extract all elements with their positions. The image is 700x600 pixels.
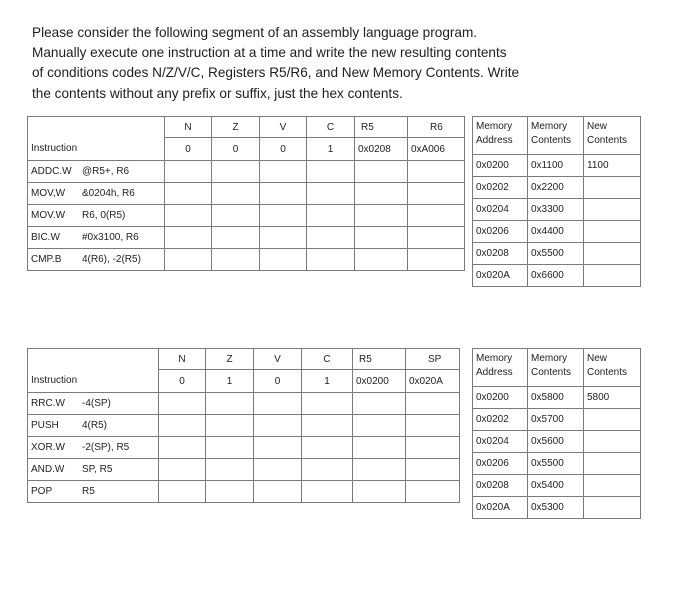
answer-cell-c[interactable] — [307, 183, 355, 205]
new-contents-cell[interactable]: 5800 — [584, 387, 641, 409]
opcode: RRC.W — [31, 398, 65, 409]
memory-row — [473, 221, 641, 243]
memory-address: 0x0208 — [473, 243, 528, 265]
instruction-table-2 — [27, 348, 460, 503]
instruction-cell — [28, 415, 159, 437]
answer-cell-r5[interactable] — [355, 183, 408, 205]
new-contents-cell[interactable] — [584, 199, 641, 221]
operands: R6, 0(R5) — [82, 210, 126, 221]
column-header-c: C — [307, 117, 355, 138]
memory-contents: 0x4400 — [528, 221, 584, 243]
memory-address: 0x0206 — [473, 221, 528, 243]
memory-contents: 0x5800 — [528, 387, 584, 409]
new-contents-header: New Contents — [584, 349, 641, 387]
instruction-cell — [28, 459, 159, 481]
memory-contents: 0x2200 — [528, 177, 584, 199]
answer-cell-v[interactable] — [260, 249, 307, 271]
answer-cell-sp[interactable] — [406, 393, 460, 415]
instruction-row — [28, 437, 460, 459]
instruction-cell — [28, 161, 165, 183]
opcode: ADDC.W — [31, 166, 72, 177]
answer-cell-sp[interactable] — [406, 415, 460, 437]
header-row — [28, 117, 465, 138]
instruction-row — [28, 183, 465, 205]
instruction-row — [28, 415, 460, 437]
answer-cell-v[interactable] — [254, 415, 302, 437]
instruction-cell — [28, 481, 159, 503]
column-header-r6: R6 — [408, 117, 465, 138]
memory-table-1 — [472, 116, 641, 287]
answer-cell-n[interactable] — [165, 227, 212, 249]
answer-cell-n[interactable] — [159, 459, 206, 481]
opcode: AND.W — [31, 464, 65, 475]
instruction-column-label: Instruction — [28, 370, 159, 393]
instruction-cell — [28, 227, 165, 249]
answer-cell-z[interactable] — [212, 249, 260, 271]
memory-row — [473, 475, 641, 497]
memory-contents-header: Memory Contents — [528, 349, 584, 387]
answer-cell-v[interactable] — [260, 161, 307, 183]
instruction-line: the contents without any prefix or suffix, just the hex contents. — [32, 85, 403, 101]
instruction-row — [28, 227, 465, 249]
instruction-table-1 — [27, 116, 465, 271]
column-header-r5: R5 — [353, 349, 406, 370]
memory-row — [473, 243, 641, 265]
answer-cell-v[interactable] — [254, 393, 302, 415]
answer-cell-c[interactable] — [307, 249, 355, 271]
instruction-row — [28, 205, 465, 227]
instruction-row — [28, 249, 465, 271]
memory-contents-header: Memory Contents — [528, 117, 584, 155]
answer-cell-c[interactable] — [302, 459, 353, 481]
answer-cell-r5[interactable] — [353, 459, 406, 481]
answer-cell-r5[interactable] — [353, 481, 406, 503]
instruction-cell — [28, 437, 159, 459]
instruction-row — [28, 459, 460, 481]
memory-row — [473, 453, 641, 475]
initial-values-row — [28, 138, 465, 161]
memory-row — [473, 265, 641, 287]
memory-contents: 0x5500 — [528, 243, 584, 265]
answer-cell-r5[interactable] — [353, 415, 406, 437]
memory-header-row — [473, 117, 641, 155]
initial-value-sp: 0x020A — [406, 370, 460, 393]
answer-cell-n[interactable] — [165, 205, 212, 227]
memory-address: 0x0200 — [473, 155, 528, 177]
operands: -4(SP) — [82, 398, 111, 409]
initial-value-z: 1 — [206, 370, 254, 393]
new-contents-cell[interactable] — [584, 475, 641, 497]
memory-address: 0x0204 — [473, 199, 528, 221]
initial-value-n: 0 — [165, 138, 212, 161]
instruction-cell — [28, 183, 165, 205]
answer-cell-r5[interactable] — [355, 227, 408, 249]
answer-cell-r6[interactable] — [408, 183, 465, 205]
instruction-cell — [28, 249, 165, 271]
column-header-n: N — [159, 349, 206, 370]
memory-contents: 0x5700 — [528, 409, 584, 431]
memory-address: 0x0202 — [473, 409, 528, 431]
column-header-n: N — [165, 117, 212, 138]
answer-cell-r6[interactable] — [408, 161, 465, 183]
answer-cell-z[interactable] — [212, 227, 260, 249]
new-contents-cell[interactable] — [584, 265, 641, 287]
opcode: MOV.W — [31, 210, 66, 221]
answer-cell-z[interactable] — [212, 183, 260, 205]
new-contents-cell[interactable] — [584, 453, 641, 475]
answer-cell-z[interactable] — [212, 161, 260, 183]
memory-table-2 — [472, 348, 641, 519]
problem-instructions — [32, 23, 592, 104]
blank-cell — [28, 349, 159, 370]
header-row — [28, 349, 460, 370]
column-header-v: V — [254, 349, 302, 370]
initial-value-z: 0 — [212, 138, 260, 161]
operands: &0204h, R6 — [82, 188, 135, 199]
memory-contents: 0x6600 — [528, 265, 584, 287]
column-header-z: Z — [206, 349, 254, 370]
memory-address: 0x0208 — [473, 475, 528, 497]
instruction-cell — [28, 205, 165, 227]
answer-cell-v[interactable] — [254, 437, 302, 459]
memory-contents: 0x3300 — [528, 199, 584, 221]
operands: @R5+, R6 — [82, 166, 130, 177]
answer-cell-n[interactable] — [159, 481, 206, 503]
column-header-z: Z — [212, 117, 260, 138]
new-contents-cell[interactable] — [584, 431, 641, 453]
answer-cell-z[interactable] — [206, 481, 254, 503]
instruction-cell — [28, 393, 159, 415]
answer-cell-c[interactable] — [302, 393, 353, 415]
initial-values-row — [28, 370, 460, 393]
memory-contents: 0x5500 — [528, 453, 584, 475]
instruction-line: of conditions codes N/Z/V/C, Registers R5/R6, and New Memory Contents. Write — [32, 65, 520, 81]
opcode: XOR.W — [31, 442, 65, 453]
memory-row — [473, 431, 641, 453]
instruction-row — [28, 481, 460, 503]
operands: SP, R5 — [82, 464, 113, 475]
memory-contents: 0x5400 — [528, 475, 584, 497]
initial-value-n: 0 — [159, 370, 206, 393]
initial-value-c: 1 — [307, 138, 355, 161]
new-contents-cell[interactable] — [584, 177, 641, 199]
initial-value-c: 1 — [302, 370, 353, 393]
memory-contents: 0x5600 — [528, 431, 584, 453]
memory-address: 0x0206 — [473, 453, 528, 475]
initial-value-r5: 0x0208 — [355, 138, 408, 161]
memory-header-row — [473, 349, 641, 387]
instruction-row — [28, 393, 460, 415]
memory-address-header: Memory Address — [473, 117, 528, 155]
memory-address: 0x0200 — [473, 387, 528, 409]
answer-cell-c[interactable] — [302, 415, 353, 437]
new-contents-cell[interactable] — [584, 243, 641, 265]
answer-cell-v[interactable] — [260, 227, 307, 249]
opcode: BIC.W — [31, 232, 60, 243]
new-contents-header: New Contents — [584, 117, 641, 155]
answer-cell-z[interactable] — [206, 459, 254, 481]
new-contents-cell[interactable] — [584, 221, 641, 243]
memory-address: 0x020A — [473, 265, 528, 287]
answer-cell-r5[interactable] — [355, 205, 408, 227]
memory-row — [473, 409, 641, 431]
operands: #0x3100, R6 — [82, 232, 139, 243]
memory-row — [473, 155, 641, 177]
memory-row — [473, 497, 641, 519]
answer-cell-z[interactable] — [212, 205, 260, 227]
operands: 4(R6), -2(R5) — [82, 254, 141, 265]
answer-cell-n[interactable] — [159, 415, 206, 437]
answer-cell-r5[interactable] — [353, 437, 406, 459]
memory-address: 0x020A — [473, 497, 528, 519]
answer-cell-r6[interactable] — [408, 227, 465, 249]
opcode: PUSH — [31, 420, 59, 431]
answer-cell-v[interactable] — [260, 183, 307, 205]
answer-cell-n[interactable] — [159, 393, 206, 415]
memory-row — [473, 199, 641, 221]
initial-value-v: 0 — [254, 370, 302, 393]
memory-address: 0x0204 — [473, 431, 528, 453]
answer-cell-z[interactable] — [206, 437, 254, 459]
instruction-line: Please consider the following segment of an assembly language program. — [32, 25, 478, 40]
new-contents-cell[interactable] — [584, 497, 641, 519]
answer-cell-c[interactable] — [302, 437, 353, 459]
memory-address-header: Memory Address — [473, 349, 528, 387]
answer-cell-r6[interactable] — [408, 205, 465, 227]
initial-value-r6: 0xA006 — [408, 138, 465, 161]
answer-cell-c[interactable] — [307, 227, 355, 249]
answer-cell-v[interactable] — [254, 459, 302, 481]
instruction-row — [28, 161, 465, 183]
memory-row — [473, 177, 641, 199]
answer-cell-n[interactable] — [165, 249, 212, 271]
answer-cell-sp[interactable] — [406, 481, 460, 503]
instruction-column-label: Instruction — [28, 138, 165, 161]
answer-cell-c[interactable] — [302, 481, 353, 503]
memory-contents: 0x5300 — [528, 497, 584, 519]
column-header-sp: SP — [406, 349, 460, 370]
blank-cell — [28, 117, 165, 138]
answer-cell-v[interactable] — [260, 205, 307, 227]
operands: R5 — [82, 486, 95, 497]
answer-cell-n[interactable] — [165, 183, 212, 205]
operands: -2(SP), R5 — [82, 442, 130, 453]
answer-cell-z[interactable] — [206, 393, 254, 415]
operands: 4(R5) — [82, 420, 108, 431]
answer-cell-n[interactable] — [165, 161, 212, 183]
answer-cell-z[interactable] — [206, 415, 254, 437]
answer-cell-n[interactable] — [159, 437, 206, 459]
opcode: MOV,W — [31, 188, 66, 199]
new-contents-cell[interactable] — [584, 409, 641, 431]
answer-cell-r5[interactable] — [353, 393, 406, 415]
memory-contents: 0x1100 — [528, 155, 584, 177]
answer-cell-sp[interactable] — [406, 459, 460, 481]
answer-cell-v[interactable] — [254, 481, 302, 503]
answer-cell-r5[interactable] — [355, 249, 408, 271]
memory-address: 0x0202 — [473, 177, 528, 199]
column-header-r5: R5 — [355, 117, 408, 138]
column-header-c: C — [302, 349, 353, 370]
initial-value-r5: 0x0200 — [353, 370, 406, 393]
answer-cell-c[interactable] — [307, 205, 355, 227]
instruction-line: Manually execute one instruction at a time and write the new resulting contents — [32, 45, 507, 61]
opcode: CMP.B — [31, 254, 62, 265]
answer-cell-r5[interactable] — [355, 161, 408, 183]
column-header-v: V — [260, 117, 307, 138]
new-contents-cell[interactable]: 1100 — [584, 155, 641, 177]
opcode: POP — [31, 486, 53, 497]
answer-cell-sp[interactable] — [406, 437, 460, 459]
answer-cell-c[interactable] — [307, 161, 355, 183]
memory-row — [473, 387, 641, 409]
answer-cell-r6[interactable] — [408, 249, 465, 271]
initial-value-v: 0 — [260, 138, 307, 161]
